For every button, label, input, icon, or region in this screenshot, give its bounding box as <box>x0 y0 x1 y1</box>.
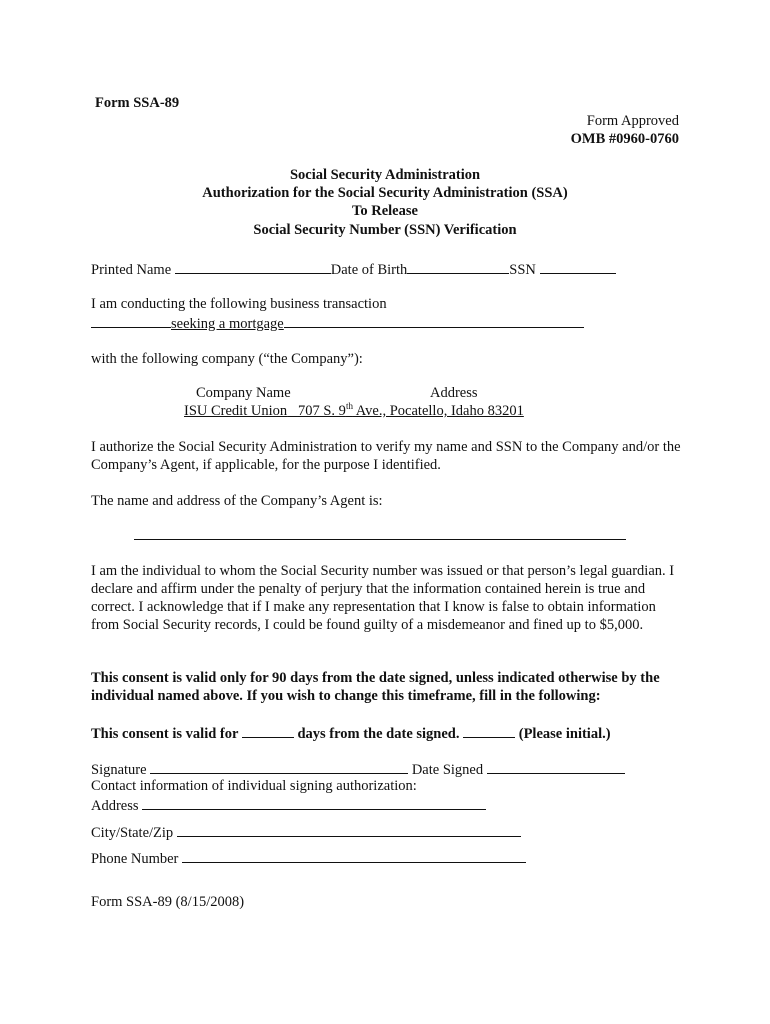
signature-row <box>91 759 625 779</box>
please-initial-label: (Please initial.) <box>518 726 611 742</box>
consent-notice: This consent is valid only for 90 days from the date signed, unless indicated otherwise by the individual named above. If you wish to change this timeframe, fill in the following: <box>91 670 660 704</box>
printed-name-field[interactable] <box>175 259 331 274</box>
title-verification: Social Security Number (SSN) Verification <box>253 222 517 238</box>
signature-field[interactable] <box>150 759 408 774</box>
consent-days-field[interactable] <box>242 723 294 738</box>
form-id: Form SSA-89 <box>95 95 180 111</box>
phone-number-field[interactable] <box>182 848 526 863</box>
phone-row <box>91 848 526 868</box>
agent-label: The name and address of the Company’s Agent is: <box>91 493 383 509</box>
date-signed-field[interactable] <box>487 759 625 774</box>
address-row <box>91 795 486 815</box>
agent-name-address-field[interactable] <box>134 538 626 540</box>
consent-days-label: days from the date signed. <box>297 726 460 742</box>
contact-info-label: Contact information of individual signing authorization: <box>91 778 417 794</box>
company-intro: with the following company (“the Company”): <box>91 351 363 367</box>
company-name-value: ISU Credit Union <box>184 403 288 419</box>
city-state-zip-field[interactable] <box>177 822 521 837</box>
consent-valid-label: This consent is valid for <box>91 726 239 742</box>
date-signed-label: Date Signed <box>411 762 484 778</box>
transaction-line[interactable] <box>91 313 584 333</box>
city-state-zip-label: City/State/Zip <box>91 825 174 841</box>
transaction-value[interactable]: seeking a mortgage <box>171 316 284 332</box>
transaction-intro: I am conducting the following business transaction <box>91 296 387 312</box>
printed-name-label: Printed Name <box>91 262 172 278</box>
company-name-header: Company Name <box>196 385 291 401</box>
authorization-paragraph: I authorize the Social Security Administration to verify my name and SSN to the Company and/or the Company’s Agent, if applicable, for the purpose I identified. <box>91 439 681 473</box>
date-of-birth-field[interactable] <box>407 259 509 274</box>
address-field[interactable] <box>142 795 486 810</box>
date-of-birth-label: Date of Birth <box>330 262 408 278</box>
omb-number: OMB #0960-0760 <box>570 131 679 147</box>
footer-form-version: Form SSA-89 (8/15/2008) <box>91 894 245 910</box>
form-approved-label: Form Approved <box>586 113 679 129</box>
phone-number-label: Phone Number <box>91 851 179 867</box>
identity-fields-row <box>91 259 616 279</box>
title-release: To Release <box>352 203 418 219</box>
company-address-header: Address <box>430 385 478 401</box>
ssn-label: SSN <box>509 262 536 278</box>
title-agency: Social Security Administration <box>289 167 481 183</box>
consent-timeframe-line <box>91 723 611 743</box>
company-address-value: 707 S. 9th Ave., Pocatello, Idaho 83201 <box>297 401 524 419</box>
ssn-field[interactable] <box>540 259 616 274</box>
transaction-underline-right <box>284 313 584 328</box>
signature-label: Signature <box>91 762 147 778</box>
company-row <box>184 402 524 420</box>
city-state-zip-row <box>91 822 521 842</box>
consent-initial-field[interactable] <box>463 723 515 738</box>
title-authorization: Authorization for the Social Security Administration (SSA) <box>202 185 568 201</box>
transaction-underline-left <box>91 313 171 328</box>
address-label: Address <box>91 798 139 814</box>
declaration-paragraph: I am the individual to whom the Social Security number was issued or that person’s legal guardian. I declare and affirm under the penalty of perjury that the information contained herein is true and correct. I acknowledge that if I make any representation that I know is false to obtain information from Social Security records, I could be found guilty of a misdemeanor and fined up to $5,000. <box>91 563 675 633</box>
